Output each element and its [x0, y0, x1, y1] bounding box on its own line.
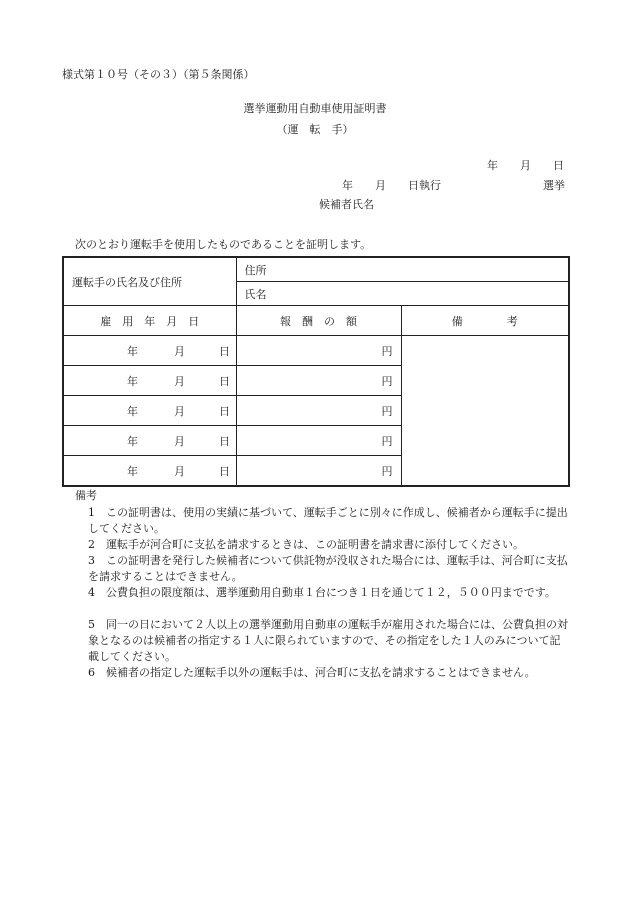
election-date-line — [342, 177, 565, 193]
note-text: 候補者の指定した運転手以外の運転手は、河合町に支払を請求することはできません。 — [106, 666, 536, 679]
document-title: 選挙運動用自動車使用証明書 — [243, 102, 387, 115]
certification-statement: 次のとおり運転手を使用したものであることを証明します。 — [75, 238, 372, 251]
note-item — [88, 537, 570, 553]
header-remarks: 備 考 — [401, 306, 569, 336]
note-text: 運転手が河合町に支払を請求するときは、この証明書を請求書に添付してください。 — [106, 538, 524, 551]
note-item — [88, 665, 570, 681]
row-month: 月 — [174, 404, 185, 418]
note-text: 公費負担の限度額は、選挙運動用自動車１台につき１日を通じて１２，５００円までです。 — [106, 586, 556, 599]
note-number: 6 — [88, 666, 95, 679]
driver-info-label: 運転手の氏名及び住所 — [63, 257, 236, 306]
note-item — [88, 505, 570, 537]
employment-date-cell[interactable] — [63, 426, 236, 456]
row-year: 年 — [127, 404, 138, 418]
employment-date-cell[interactable] — [63, 336, 236, 366]
usage-table — [62, 256, 570, 487]
name-field[interactable]: 氏名 — [236, 282, 569, 306]
notes-title: 備考 — [75, 489, 97, 502]
row-month: 月 — [174, 434, 185, 448]
election-month: 月 — [375, 179, 386, 192]
row-month: 月 — [174, 344, 185, 358]
note-number: 1 — [88, 506, 95, 519]
row-day: 日 — [219, 374, 230, 388]
row-month: 月 — [174, 374, 185, 388]
date-month: 月 — [520, 159, 531, 172]
election-day: 日執行 — [408, 179, 441, 192]
note-text: この証明書を発行した候補者について供託物が没収された場合には、運転手は、河合町に支払を請求することはできません。 — [88, 554, 568, 583]
note-item — [88, 553, 570, 585]
date-day: 日 — [553, 159, 564, 172]
row-day: 日 — [219, 434, 230, 448]
election-year: 年 — [342, 179, 353, 192]
payment-amount-cell[interactable]: 円 — [236, 336, 401, 366]
note-number: 5 — [88, 618, 95, 631]
note-item — [88, 617, 570, 665]
candidate-name-label: 候補者氏名 — [319, 198, 374, 211]
date-year: 年 — [487, 159, 498, 172]
election-name: 選挙 — [543, 179, 565, 192]
employment-date-cell[interactable] — [63, 366, 236, 396]
note-text: この証明書は、使用の実績に基づいて、運転手ごとに別々に作成し、候補者から運転手に提出してください。 — [88, 506, 568, 535]
payment-amount-cell[interactable]: 円 — [236, 396, 401, 426]
row-day: 日 — [219, 404, 230, 418]
note-number: 3 — [88, 554, 95, 567]
payment-amount-cell[interactable]: 円 — [236, 426, 401, 456]
employment-date-cell[interactable] — [63, 396, 236, 426]
row-day: 日 — [219, 464, 230, 478]
note-item — [88, 585, 570, 601]
row-year: 年 — [127, 434, 138, 448]
document-subtitle: （運 転 手） — [276, 123, 354, 136]
note-number: 2 — [88, 538, 95, 551]
header-employment-date: 雇 用 年 月 日 — [63, 306, 236, 336]
note-text: 同一の日において２人以上の選挙運動用自動車の運転手が雇用された場合には、公費負担の対象となるのは候補者の指定する１人に限られていますので、その指定をした１人のみについて記載してください。 — [88, 618, 568, 663]
employment-date-cell[interactable] — [63, 456, 236, 487]
row-month: 月 — [174, 464, 185, 478]
payment-amount-cell[interactable]: 円 — [236, 366, 401, 396]
row-year: 年 — [127, 374, 138, 388]
row-day: 日 — [219, 344, 230, 358]
payment-amount-cell[interactable]: 円 — [236, 456, 401, 487]
remarks-cell[interactable] — [401, 336, 569, 487]
issue-date-line — [487, 157, 564, 173]
note-number: 4 — [88, 586, 95, 599]
header-payment-amount: 報 酬 の 額 — [236, 306, 401, 336]
address-field[interactable]: 住所 — [236, 257, 569, 282]
form-number: 様式第１０号（その３）（第５条関係） — [62, 68, 255, 81]
row-year: 年 — [127, 344, 138, 358]
row-year: 年 — [127, 464, 138, 478]
